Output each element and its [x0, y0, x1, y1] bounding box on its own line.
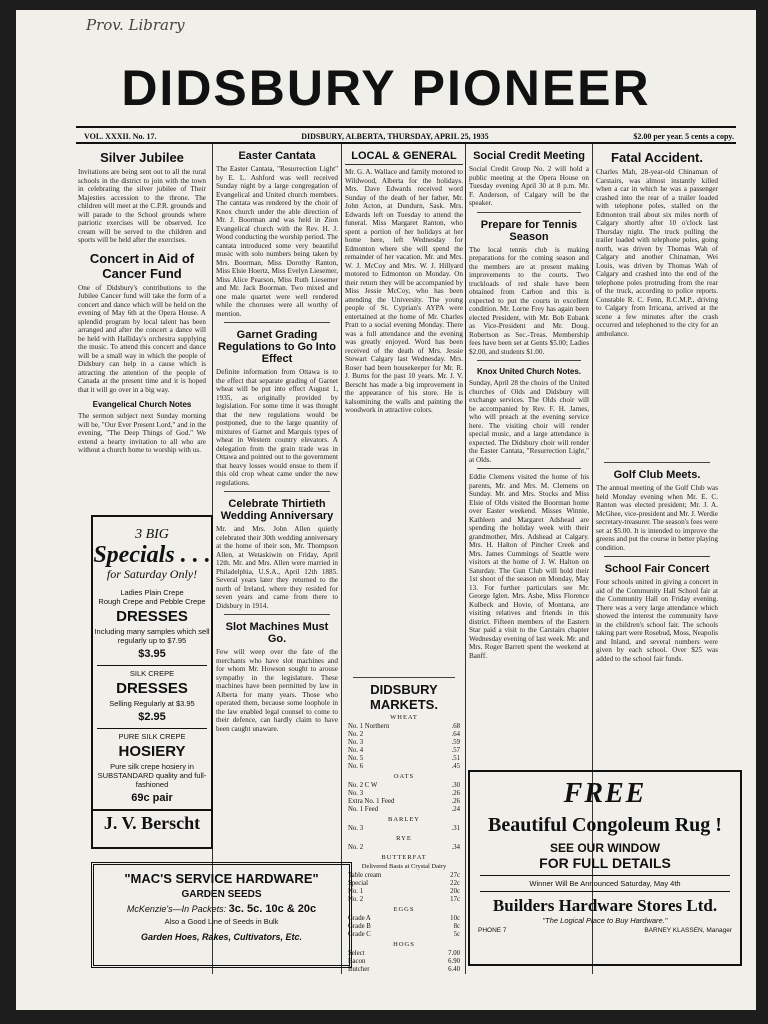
article-garnet-grading: Definite information from Ottawa is to the effect that separate grading of Garnet wheat will be put into effect August 1, 1935, as originally provided by legislation. For some time it was thought that the new regulations would be postponed, due to the large quantity of mixtures of Garnet and Marquis types of wheat in Western country elevators. A delegation from the grain trade was in Ottawa and pointed out to the government that heavy losses would ensue to them if this old crop wheat came under the new regulations.	[216, 368, 338, 487]
article-evangelical-notes: The sermon subject next Sunday morning will be, "Our Ever Present Lord," and in the evening, "The Deep Things of God." We extend a hearty invitation to all who are without a church home to worship with us.	[78, 412, 206, 454]
ad-divider	[97, 728, 207, 729]
market-eggs-label: EGGS	[393, 906, 415, 913]
ad-winner: Winner Will Be Announced Saturday, May 4th	[480, 875, 730, 892]
ad-tagline: "The Logical Place to Buy Hardware."	[542, 916, 668, 925]
heading-slot-machines: Slot Machines Must Go.	[225, 621, 329, 645]
article-knox-notes: Sunday, April 28 the choirs of the United churches of Olds and Didsbury will exchange services. The Olds choir will be accompanied by Rev. F. H. James, who will preach at the evening service here. The visiting choir will render special music, and a large attendance is expected. The Didsbury choir will render the Easter Cantata, "Resurrection Light," at Olds.	[469, 379, 589, 464]
market-grade: Special	[348, 880, 369, 887]
masthead-title: DIDSBURY PIONEER	[121, 60, 651, 116]
ad-item1-big: DRESSES	[116, 608, 188, 625]
ad-item3-big: HOSIERY	[118, 743, 186, 760]
market-price: .57	[451, 747, 460, 754]
column-4	[469, 144, 589, 764]
handwritten-note: Prov. Library	[86, 16, 185, 34]
market-row	[345, 747, 463, 755]
market-row	[345, 872, 463, 880]
market-oats-label: OATS	[393, 773, 415, 780]
column-2	[216, 144, 338, 844]
ad-macs-title: "MAC'S SERVICE HARDWARE"	[124, 871, 319, 886]
ad-phone: PHONE 7	[478, 927, 507, 934]
market-rye	[345, 844, 463, 852]
place-date: DIDSBURY, ALBERTA, THURSDAY, APRIL 25, 1935	[301, 132, 489, 141]
market-price: .64	[451, 731, 460, 738]
divider	[224, 322, 330, 323]
column-5	[596, 144, 718, 759]
market-wheat-label: WHEAT	[390, 714, 418, 721]
ad-item3: PURE SILK CREPE	[118, 732, 186, 741]
market-price: .31	[451, 825, 460, 832]
market-price: .26	[451, 790, 460, 797]
ad-macs-sub: GARDEN SEEDS	[181, 889, 262, 900]
market-wheat	[345, 723, 463, 771]
market-price: 6.40	[448, 966, 460, 973]
heading-easter-cantata: Easter Cantata	[238, 150, 316, 162]
ad-macs-prices: 3c. 5c. 10c & 20c	[228, 903, 317, 915]
market-price: .59	[451, 739, 460, 746]
market-row	[345, 798, 463, 806]
price: $2.00 per year. 5 cents a copy.	[633, 132, 734, 141]
article-local-general: Mr. G. A. Wallace and family motored to Wildwood, Alberta for the holidays. Mrs. Dave Edwards received word Sunday of the death of her father, Mr. John Acton, at Dundurn, Sask. Mrs. Edwards left on Tuesday to attend the funeral. Miss Margaret Ranton, who spent a portion of her holidays at her home here, left Wednesday for Edmonton where she will spend the remainder of her vacation. Mr. and Mrs. W. J. McCoy and Mrs. W. J. Hillyard motored to Edmonton on Monday. On their return they will be accompanied by Miss Jessie McCoy, who has been attending the University. The young people of St. Cyprian's AYPA were entertained at the home of Mr. Charles Pratt to a social evening Monday. There was a full attendance and the evening was greatly enjoyed. Word has been received of the death of Mrs. Jessie Stewart Calgary last Wednesday. Mrs. Roser had been housekeeper for Mr. R. J. Burns for the past 10 years. Mr. J. V. Berscht has made a big improvement in the appearance of his store. He is kalsomining the walls and painting the woodwork in attractive colors.	[345, 168, 463, 414]
market-grade: No. 6	[348, 763, 364, 770]
article-wedding-anniversary: Mr. and Mrs. John Allen quietly celebrated their 30th wedding anniversary at the home of their son, Mr. Thompson Allen, at Wetaskiwin on Friday, April 12th. Mr. and Mrs. Allen were married in Philadelphia, U.S.A., April 12th 1885. Several years later they returned to the north of Ireland, where they resided for seven years and came from there to Didsbury in 1914.	[216, 525, 338, 610]
market-oats	[345, 782, 463, 814]
market-price: .24	[451, 806, 460, 813]
market-grade: No. 3	[348, 790, 364, 797]
market-row	[345, 731, 463, 739]
market-price: 5c	[453, 931, 460, 938]
market-price: 27c	[450, 872, 460, 879]
ad-macs-packets-label: McKenzie's—In Packets:	[126, 904, 227, 914]
market-price: .51	[451, 755, 460, 762]
market-row	[345, 790, 463, 798]
divider	[604, 462, 710, 463]
market-price: 7.00	[448, 950, 460, 957]
heading-garnet-grading: Garnet Grading Regulations to Go Into Effect	[218, 329, 336, 365]
column-3	[345, 144, 463, 974]
market-row	[345, 755, 463, 763]
market-price: 8c	[453, 923, 460, 930]
ad-macs-packets	[94, 903, 349, 915]
article-cancer-concert: One of Didsbury's contributions to the Jubilee Cancer fund will take the form of a concert and dance which will be held on the evening of May 6th at the Opera House. A splendid program by local talent has been arranged and after the concert a dance will be held with Halliday's orchestra supplying the music. To attend this concert and dance will be a small way in which the people of Didsbury can help in a cause which is attracting the attention of the people of Canada at the present time and it is hoped that it will go over in a big way.	[78, 283, 206, 394]
market-row	[345, 915, 463, 923]
heading-silver-jubilee: Silver Jubilee	[100, 150, 184, 165]
market-row	[345, 896, 463, 904]
column-1	[78, 144, 206, 514]
market-grade: Extra No. 1 Feed	[348, 798, 395, 805]
heading-golf-club: Golf Club Meets.	[613, 469, 701, 481]
market-grade: Table cream	[348, 872, 382, 879]
divider	[353, 677, 455, 678]
heading-wedding-anniversary: Celebrate Thirtieth Wedding Anniversary	[220, 498, 334, 522]
market-price: 22c	[450, 880, 460, 887]
volume: VOL. XXXII. No. 17.	[84, 132, 157, 141]
market-grade: No. 2	[348, 731, 364, 738]
article-social-credit: Social Credit Group No. 2 will hold a public meeting at the Opera House on Tuesday evening April 30 at 8 p.m. Mr. F. Anderson, of Calgary will be the speaker.	[469, 165, 589, 207]
ad-builders-hardware	[468, 770, 742, 966]
market-butter	[345, 872, 463, 904]
divider	[604, 556, 710, 557]
ad-item2-big: DRESSES	[116, 680, 188, 697]
market-barley	[345, 825, 463, 833]
ad-berscht-footer: J. V. Berscht	[93, 809, 211, 834]
market-butter-sub: Delivered Basis at Crystal Dairy	[361, 863, 447, 870]
divider	[224, 491, 330, 492]
ad-store-name: Builders Hardware Stores Ltd.	[492, 896, 718, 915]
market-row	[345, 931, 463, 939]
ad-free: FREE	[563, 778, 647, 809]
article-golf-club: The annual meeting of the Golf Club was held Monday evening when Mr. E. C. Ranton was elected president; Mr. J. A. McGhee, vice-president and Mr. J. Werdie secretary-treasurer. The season's fees were set at $5.00. It is intended to improve the greens and put the course in better playing condition.	[596, 484, 718, 552]
ad-item2-desc: Selling Regularly at $3.95	[109, 699, 195, 708]
market-price: .26	[451, 798, 460, 805]
market-price: .45	[451, 763, 460, 770]
ad-divider	[97, 665, 207, 666]
market-grade: Grade A	[348, 915, 371, 922]
heading-tennis: Prepare for Tennis Season	[480, 218, 578, 243]
divider	[477, 360, 581, 361]
market-price: 10c	[450, 915, 460, 922]
article-tennis: The local tennis club is making preparations for the coming season and the members are at present making improvements to the courts. Two truckloads of red shale have been obtained from Carbon and this is expected to put the courts in excellent condition. Mr. Lorne Frey has again been elected President, with Mr. Bob Eubank as Vice-President and Mr. Doug. Robertson as Sec.-Treas. Membership fees have been set at Gents $5.00; Ladies $2.00, and students $1.00.	[469, 245, 589, 356]
market-grade: No. 2	[348, 844, 364, 851]
market-row	[345, 888, 463, 896]
market-price: 17c	[450, 896, 460, 903]
newspaper-page	[16, 10, 756, 1010]
market-price: .68	[451, 723, 460, 730]
market-row	[345, 880, 463, 888]
market-eggs	[345, 915, 463, 939]
heading-fatal-accident: Fatal Accident.	[611, 150, 703, 165]
ad-manager: BARNEY KLASSEN, Manager	[644, 927, 732, 934]
ad-berscht-line1: 3 BIG	[135, 527, 169, 542]
ad-berscht-line2: Specials . . .	[93, 542, 211, 568]
ad-item3-price: 69c pair	[131, 792, 173, 804]
heading-evangelical-notes: Evangelical Church Notes	[92, 400, 192, 409]
market-grade: Butcher	[348, 966, 370, 973]
market-row	[345, 825, 463, 833]
market-grade: Grade B	[348, 923, 371, 930]
market-butter-label: BUTTERFAT	[381, 854, 427, 861]
column-separator	[341, 144, 342, 974]
market-grade: No. 1	[348, 888, 364, 895]
divider	[477, 212, 581, 213]
article-slot-machines: Few will weep over the fate of the merchants who have slot machines and for whom Mr. Howson sought to arouse sympathy in the legislature. These machines have been permitted by law in Alberta for many years. Those who operated them, because some loophole in the law enabled legal counsel to come to their defence, can hardly claim to have been caught unaware.	[216, 648, 338, 733]
market-grade: No. 1 Feed	[348, 806, 379, 813]
divider	[477, 468, 581, 469]
ad-macs-tools: Garden Hoes, Rakes, Cultivators, Etc.	[140, 932, 303, 942]
market-price: 6.90	[448, 958, 460, 965]
heading-markets: DIDSBURY MARKETS.	[370, 682, 438, 712]
heading-school-fair: School Fair Concert	[604, 563, 710, 575]
market-row	[345, 958, 463, 966]
column-separator	[465, 144, 466, 974]
market-row	[345, 966, 463, 974]
market-grade: No. 5	[348, 755, 364, 762]
ad-see-window: SEE OUR WINDOW	[550, 841, 660, 855]
heading-social-credit: Social Credit Meeting	[473, 150, 585, 162]
ad-berscht-line3: for Saturday Only!	[106, 567, 198, 581]
ad-item2: SILK CREPE	[129, 669, 175, 678]
market-grade: No. 2	[348, 896, 364, 903]
market-grade: Grade C	[348, 931, 371, 938]
market-hogs-label: HOGS	[393, 941, 415, 948]
ad-full-details: FOR FULL DETAILS	[539, 855, 671, 871]
ad-item3-desc: Pure silk crepe hosiery in SUBSTANDARD quality and full-fashioned	[97, 762, 207, 789]
market-grade: No. 4	[348, 747, 364, 754]
ad-macs-hardware	[91, 862, 352, 968]
ad-item1-desc: Including many samples which sell regularly up to $7.95	[94, 627, 210, 645]
heading-local-general: LOCAL & GENERAL	[345, 150, 463, 165]
ad-rug: Beautiful Congoleum Rug !	[488, 814, 722, 836]
rule-top	[76, 126, 736, 128]
ad-item2-price: $2.95	[138, 711, 166, 723]
market-row	[345, 782, 463, 790]
local-general-wrap	[345, 168, 463, 673]
ad-macs-bulk: Also a Good Line of Seeds in Bulk	[164, 917, 279, 926]
market-row	[345, 739, 463, 747]
article-easter-cantata: The Easter Cantata, "Resurrection Light" by E. L. Ashford was well received Sunday night by a large congregation of Evangelical and United church members. The cantata was rendered by the choir of Knox church under the able direction of Mr. J. Boorman and was held in Zion Evangelical church with the Rev. H. J. Wood conducting the worship period. The cantata introduced some very beautiful music with solo numbers being taken by Mrs. Boorman, Miss Dorothy Ranton, Miss Elsie Hoertz, Miss Evelyn Liesemer, Miss Alice Pearson, Miss Ruth Liesemer and Mr. Jack Boorman. Two mixed and one male quartet were well rendered while the choruses were all worthy of mention.	[216, 165, 338, 318]
ad-bottom	[478, 927, 732, 934]
article-fatal-accident: Charles Mah, 28-year-old Chinaman of Carstairs, was almost instantly killed when a car in which he was a passenger crashed into the rear of a trailer loaded with telephone poles, stalled on the Edmonton trail about six miles north of Calgary shortly after 10 o'clock last Thursday night. The truck pulling the trailer loaded with telephone poles, going north, was driven by Thomas Wah of Calgary and another Chinaman, Wei Louis, was driven by Thomas Wah of Calgary and crashed into the end of the telephone poles protruding from the rear of the truck, according to police reports. Constable R. C. Fenn, R.C.M.P., driving to Calgary from Irricana, arrived at the scene a few minutes after the crash occurred and telephoned to the city for an ambulance.	[596, 168, 718, 338]
market-grade: No. 1 Northern	[348, 723, 390, 730]
market-grade: Bacon	[348, 958, 366, 965]
heading-cancer-concert: Concert in Aid of Cancer Fund	[89, 250, 195, 281]
market-barley-label: BARLEY	[388, 816, 420, 823]
ad-berscht	[91, 515, 213, 849]
market-row	[345, 763, 463, 771]
market-row	[345, 923, 463, 931]
market-grade: No. 2 C W	[348, 782, 378, 789]
market-row	[345, 723, 463, 731]
article-school-fair: Four schools united in giving a concert in aid of the Community Hall School fair at the Community Hall on Friday evening. There was a very large attendance which showed the interest the community have in the children's school fair. The schools taking part were Rosebud, Moss, Neapolis and Inland, and several numbers were given by each school. Over $25 was added to the school fair funds.	[596, 578, 718, 663]
market-price: 20c	[450, 888, 460, 895]
article-personals: Eddie Clemens visited the home of his parents, Mr. and Mrs. M. Clemens on Sunday. Mr. and Mrs. Stocks and Miss Elsie of Olds visited the Boorman home over Easter weekend. Misses Winnie, Kathleen and Margaret Adshead are spending the holiday week with their grandmother, Mrs. Adshead at Calgary. Mrs. H. Halton of Pincher Creek and Mrs. James Cummings of Seattle were visitors at the home of J. W. Halton on Saturday. The Gun Club will hold their 1st shoot of the season on Monday, May 13. For further particulars see Mr. George Iglen. Mrs. Ashe, Miss Florence Kulbeck and Hovie, of Montana, are visiting relatives and friends in this district. Fifteen members of the Eastern Star paid a visit to the Carstairs chapter Wednesday evening of last week. Mr. and Mrs. Roger Barrett spent the weekend at Banff.	[469, 473, 589, 660]
market-row	[345, 806, 463, 814]
market-grade: Select	[348, 950, 365, 957]
article-silver-jubilee: Invitations are being sent out to all the rural schools in the district to join with the town in celebrating the silver jubilee of Their Majesties accession to the throne. The children will meet at the C.P.R. grounds and will parade to the School grounds where patriotic exercises will be observed. Ice cream will be served to the children and sports will be held after the exercises.	[78, 168, 206, 244]
dateline	[84, 132, 734, 141]
market-rye-label: RYE	[396, 835, 412, 842]
market-row	[345, 844, 463, 852]
market-hogs	[345, 950, 463, 974]
heading-knox-notes: Knox United Church Notes.	[476, 367, 581, 376]
divider	[224, 614, 330, 615]
market-row	[345, 950, 463, 958]
market-price: .30	[451, 782, 460, 789]
ad-item1: Ladies Plain Crepe Rough Crepe and Pebble Crepe	[98, 588, 206, 606]
market-grade: No. 3	[348, 825, 364, 832]
market-price: .34	[451, 844, 460, 851]
ad-item1-price: $3.95	[138, 648, 166, 660]
market-grade: No. 3	[348, 739, 364, 746]
